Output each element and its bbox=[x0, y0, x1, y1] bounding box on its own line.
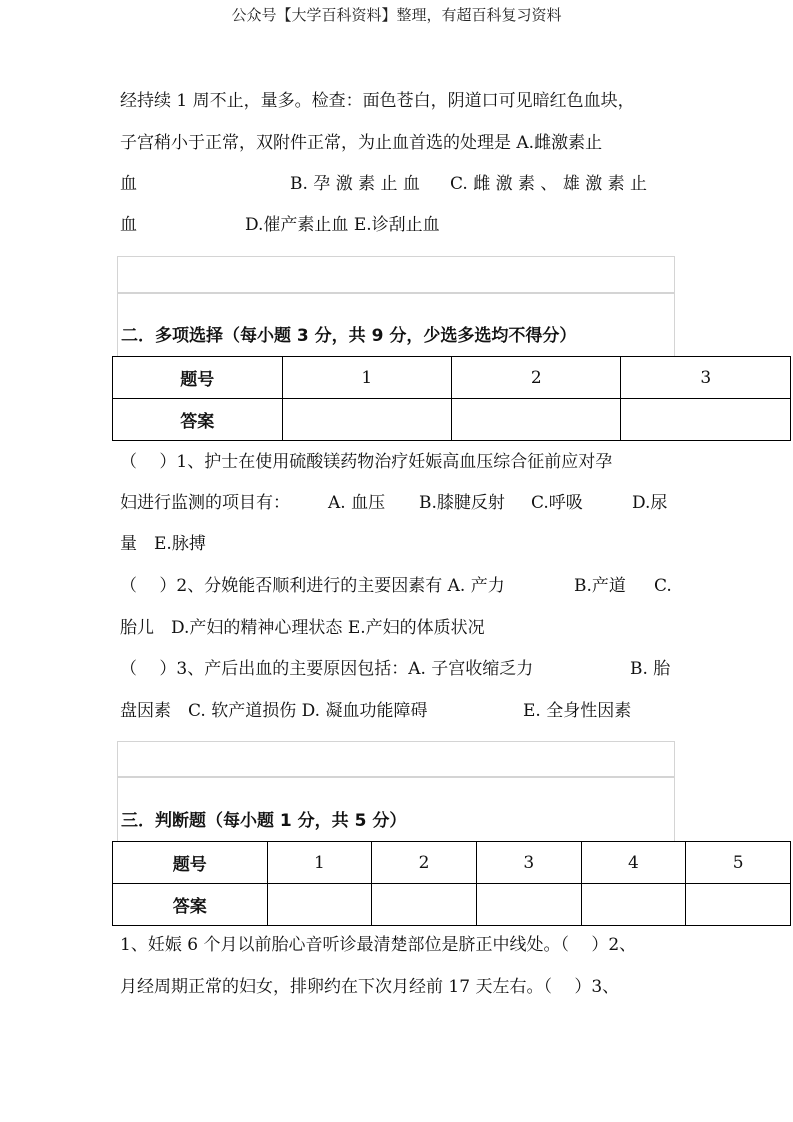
table-header-cell: 题号 bbox=[113, 842, 268, 884]
table-column-number: 4 bbox=[581, 842, 686, 884]
table-answer-row bbox=[113, 884, 791, 926]
answer-cell[interactable] bbox=[581, 884, 686, 926]
option-d: D.尿 bbox=[632, 493, 668, 513]
question-text-line bbox=[120, 214, 680, 236]
option-a: A. 血压 bbox=[328, 493, 386, 513]
question-text-line: 经持续 1 周不止，量多。检查：面色苍白，阴道口可见暗红色血块， bbox=[120, 91, 635, 111]
question-text-fragment: 血 bbox=[120, 215, 137, 235]
answer-cell[interactable] bbox=[621, 399, 791, 441]
question-text-line bbox=[120, 173, 680, 195]
section-title: 三．判断题（每小题 1 分，共 5 分） bbox=[121, 811, 407, 831]
option-b: B. 胎 bbox=[630, 659, 671, 679]
answer-table bbox=[112, 356, 791, 441]
answer-cell[interactable] bbox=[282, 399, 451, 441]
table-column-number: 1 bbox=[267, 842, 372, 884]
question-text-line: 1、妊娠 6 个月以前胎心音听诊最清楚部位是脐正中线处。（ ）2、 bbox=[120, 935, 637, 955]
option-b: B.产道 bbox=[574, 576, 626, 596]
question-text-fragment: （ ）2、分娩能否顺利进行的主要因素有 A. 产力 bbox=[120, 576, 505, 596]
table-column-number: 2 bbox=[372, 842, 477, 884]
page-header: 公众号【大学百科资料】整理，有超百科复习资料 bbox=[231, 6, 562, 24]
option-b: B.膝腱反射 bbox=[419, 493, 505, 513]
question-text-line: （ ）1、护士在使用硫酸镁药物治疗妊娠高血压综合征前应对孕 bbox=[120, 452, 613, 472]
question-text-fragment: （ ）3、产后出血的主要原因包括：A. 子宫收缩乏力 bbox=[120, 659, 534, 679]
options-d-e: D.催产素止血 E.诊刮止血 bbox=[245, 215, 440, 235]
answer-cell[interactable] bbox=[476, 884, 581, 926]
blank-box bbox=[117, 741, 675, 777]
table-header-cell: 答案 bbox=[113, 399, 283, 441]
table-header-cell: 题号 bbox=[113, 357, 283, 399]
table-column-number: 5 bbox=[686, 842, 791, 884]
blank-box bbox=[117, 256, 675, 293]
answer-cell[interactable] bbox=[686, 884, 791, 926]
table-header-row bbox=[113, 357, 791, 399]
question-text-line bbox=[120, 700, 680, 722]
question-text-line bbox=[120, 658, 680, 680]
table-header-cell: 答案 bbox=[113, 884, 268, 926]
question-text-fragment: 盘因素 C. 软产道损伤 D. 凝血功能障碍 bbox=[120, 701, 428, 721]
question-text-fragment: 妇进行监测的项目有： bbox=[120, 493, 290, 513]
option-c: C. 雌 激 素 、 雄 激 素 止 bbox=[450, 174, 648, 194]
question-text-line: 胎儿 D.产妇的精神心理状态 E.产妇的体质状况 bbox=[120, 618, 485, 638]
table-column-number: 2 bbox=[451, 357, 620, 399]
question-text-line: 子宫稍小于正常，双附件正常，为止血首选的处理是 A.雌激素止 bbox=[120, 133, 603, 153]
table-header-row bbox=[113, 842, 791, 884]
option-c: C. bbox=[654, 576, 672, 596]
answer-cell[interactable] bbox=[372, 884, 477, 926]
option-e: E. 全身性因素 bbox=[523, 701, 632, 721]
answer-table bbox=[112, 841, 791, 926]
table-column-number: 1 bbox=[282, 357, 451, 399]
option-b: B. 孕 激 素 止 血 bbox=[290, 174, 420, 194]
option-c: C.呼吸 bbox=[531, 493, 583, 513]
table-column-number: 3 bbox=[476, 842, 581, 884]
section-title: 二．多项选择（每小题 3 分，共 9 分，少选多选均不得分） bbox=[121, 326, 577, 346]
table-answer-row bbox=[113, 399, 791, 441]
question-text-line bbox=[120, 575, 680, 597]
question-text-line: 量 E.脉搏 bbox=[120, 534, 206, 554]
answer-cell[interactable] bbox=[267, 884, 372, 926]
question-text-line: 月经周期正常的妇女，排卵约在下次月经前 17 天左右。（ ）3、 bbox=[120, 977, 620, 997]
question-text-fragment: 血 bbox=[120, 174, 137, 194]
answer-cell[interactable] bbox=[451, 399, 620, 441]
question-text-line bbox=[120, 492, 680, 514]
table-column-number: 3 bbox=[621, 357, 791, 399]
